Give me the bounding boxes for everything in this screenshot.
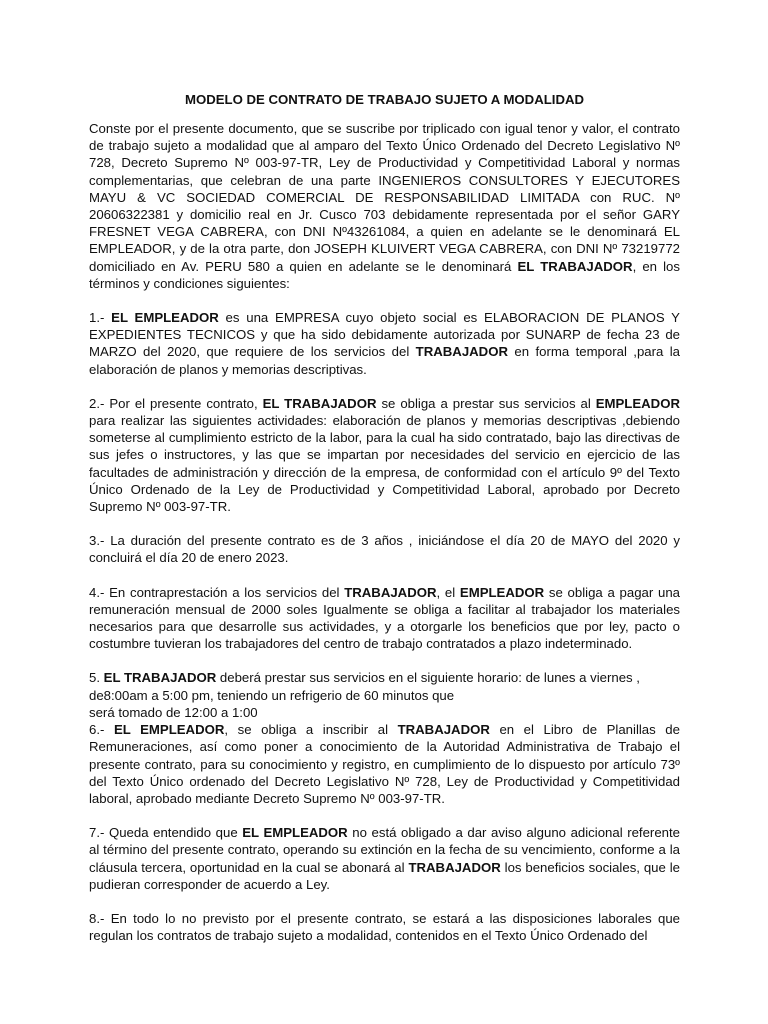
bold-term: TRABAJADOR (344, 584, 437, 600)
text-run: 6.- (89, 722, 114, 738)
text-run: es una EMPRESA cuyo objeto social es ELABORACION DE PLANOS Y EXPEDIENTES TECNICOS y que ha sido debidamente autorizada por SUNARP de fecha 23 de MARZO del 2020, que requiere de los servicios del (89, 310, 680, 360)
clause-5-line-1 (89, 669, 680, 686)
bold-term: EL TRABAJADOR (517, 258, 633, 274)
bold-term: TRABAJADOR (408, 859, 501, 875)
text-run: 8.- En todo lo no previsto por el presente contrato, se estará a las disposiciones laborales que regulan los contratos de trabajo sujeto a modalidad, contenidos en el Texto Único Ordenado del (89, 910, 680, 944)
clause-2 (89, 395, 680, 515)
clause-4 (89, 584, 680, 653)
text-run: 3.- La duración del presente contrato es de 3 años , iniciándose el día 20 de MAYO del 2020 y concluirá el día 20 de enero 2023. (89, 533, 680, 566)
text-run: , en los términos y condiciones siguientes: (89, 258, 680, 291)
bold-term: EL EMPLEADOR (242, 825, 348, 841)
text-run: se obliga a prestar sus servicios al (376, 395, 596, 411)
text-run: Conste por el presente documento, que se suscribe por triplicado con igual tenor y valor, el contrato de trabajo sujeto a modalidad que al amparo del Texto Único Ordenado del Decreto Legislativo Nº 728, Decreto Supremo Nº 003-97-TR, Ley de Productividad y Competitividad Laboral y normas complementarias, que celebran de una parte INGENIEROS CONSULTORES Y EJECUTORES MAYU & VC SOCIEDAD COMERCIAL DE RESPONSABILIDAD LIMITADA con RUC. Nº 20606322381 y domicilio real en Jr. Cusco 703 debidamente representada por el señor GARY FRESNET VEGA CABRERA, con DNI Nº43261084, a quien en adelante se le denominará EL EMPLEADOR, y de la otra parte, don JOSEPH KLUIVERT VEGA CABRERA, con DNI Nº 73219772 domiciliado en Av. PERU 580 a quien en adelante se le denominará (89, 121, 680, 274)
clause-1 (89, 309, 680, 378)
text-run: para realizar las siguientes actividades: elaboración de planos y memorias descriptivas ,debiendo someterse al cumplimiento estricto de la labor, para la cual ha sido contratado, bajo las directivas de sus jefes o instructores, y las que se impartan por necesidades del servicio en ejercicio de las facultades de administración y dirección de la empresa, de conformidad con el artículo 9º del Texto Único Ordenado de la Ley de Productividad y Competitividad Laboral, aprobado por Decreto Supremo Nº 003-97-TR. (89, 413, 680, 515)
clause-7 (89, 824, 680, 893)
clause-5-text-1: deberá prestar sus servicios en el siguiente horario: de lunes a viernes , (216, 670, 640, 686)
bold-term: EL EMPLEADOR (111, 310, 219, 326)
clause-5-line-3: será tomado de 12:00 a 1:00 (89, 704, 258, 720)
clause-6 (89, 721, 680, 807)
document-title: MODELO DE CONTRATO DE TRABAJO SUJETO A MODALIDAD (184, 92, 585, 107)
clause-3 (89, 532, 680, 566)
text-run: 2.- Por el presente contrato, (89, 395, 263, 411)
text-run: los beneficios sociales, que le pudieran corresponder de acuerdo a Ley. (89, 859, 680, 892)
bold-term: EMPLEADOR (459, 584, 545, 600)
text-run: , el (436, 584, 460, 600)
intro-paragraph (89, 120, 680, 292)
text-run: 7.- Queda entendido que (89, 825, 243, 841)
bold-term: TRABAJADOR (415, 344, 508, 360)
bold-term: EMPLEADOR (595, 395, 680, 411)
text-run: 1.- (89, 310, 112, 326)
text-run: en el Libro de Planillas de Remuneraciones, así como poner a conocimiento de la Autoridad Administrativa de Trabajo el presente contrato, para su conocimiento y registro, en cumplimiento de lo dispuesto por artículo 73º del Texto Único ordenado del Decreto Legislativo Nº 728, Ley de Productividad y Competitividad laboral, aprobado mediante Decreto Supremo Nº 003-97-TR. (89, 722, 680, 806)
clause-5-line-2: de8:00am a 5:00 pm, teniendo un refrigerio de 60 minutos que (89, 687, 455, 703)
text-run: , se obliga a inscribir al (224, 722, 398, 738)
text-run: no está obligado a dar aviso alguno adicional referente al término del presente contrato, operando su extinción en la fecha de su vencimiento, conforme a la cláusula tercera, oportunidad en la cual se abonará al (89, 825, 680, 875)
text-run: se obliga a pagar una remuneración mensual de 2000 soles Igualmente se obliga a facilitar al trabajador los materiales necesarios para que desarrolle sus actividades, y a otorgarle los beneficios que por ley, pacto o costumbre tuvieran los trabajadores del centro de trabajo contratados a plazo indeterminado. (89, 584, 680, 652)
clause-8 (89, 910, 680, 944)
clause-5-prefix: 5. (89, 670, 104, 686)
bold-term: EL TRABAJADOR (262, 395, 377, 411)
bold-term: TRABAJADOR (397, 722, 490, 738)
bold-term: EL EMPLEADOR (113, 722, 225, 738)
clause-5 (89, 669, 680, 721)
text-run: en forma temporal ,para la elaboración de planos y memorias descriptivas. (89, 344, 681, 377)
clause-5-bold: EL TRABAJADOR (103, 670, 217, 686)
text-run: 4.- En contraprestación a los servicios del (89, 584, 345, 600)
